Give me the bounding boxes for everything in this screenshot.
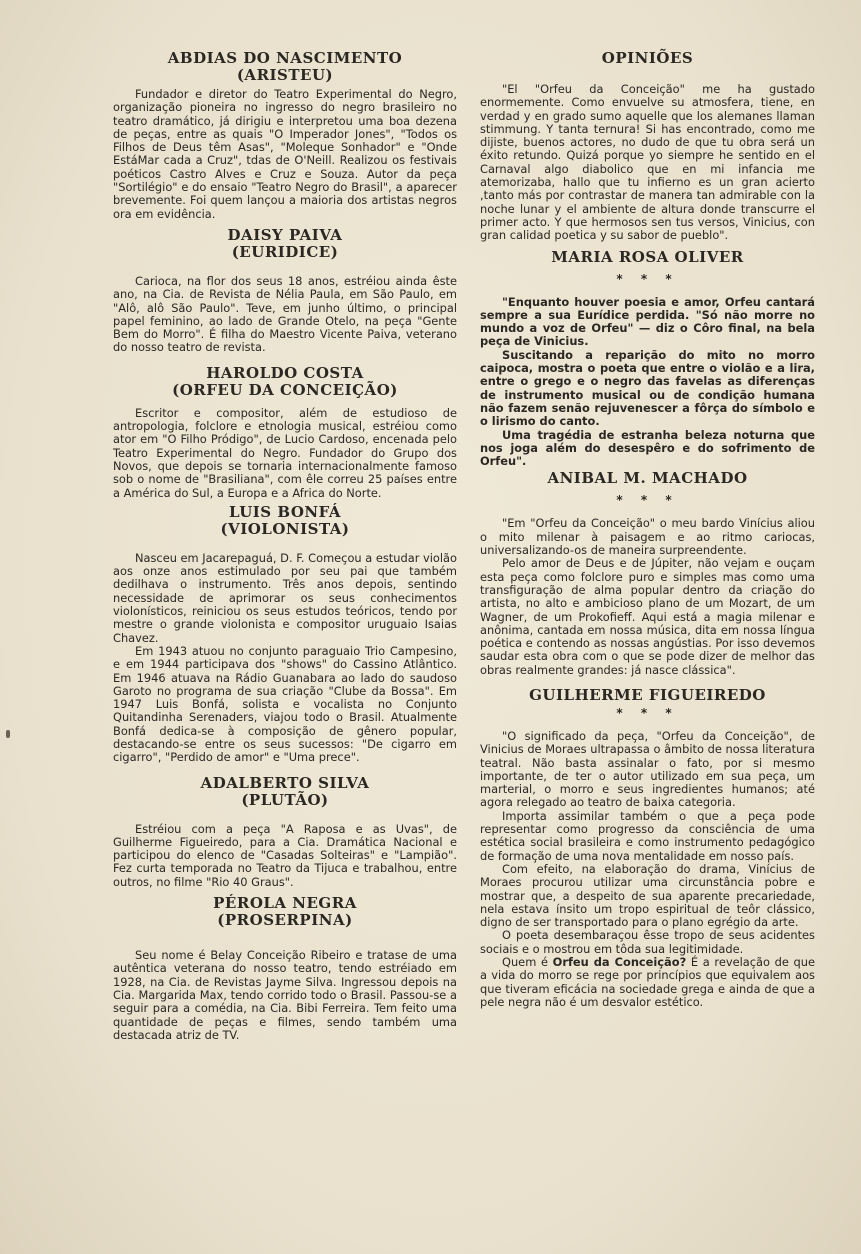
role-haroldo: (ORFEU DA CONCEIÇÃO) [172,380,398,399]
opinion-4-5-b: Orfeu da Conceição? [552,955,687,970]
author-figueiredo: GUILHERME FIGUEIREDO [529,685,766,704]
bio-adalberto: Estréiou com a peça "A Raposa e as Uvas", de Guilherme Figueiredo, para a Cia. Dramática Nacional e participou do elenco de "Casadas Solteiras" e "Lampião". Fez curta temporada no Teatro da Tijuca e trabalhou, entre outros, no filme "Rio 40 Graus". [113,821,457,889]
opinion-4-1: "O significado da peça, "Orfeu da Conceição", de Vinicius de Moraes ultrapassa o âmbito de nossa literatura teatral. Não basta assinalar o fato, por si mesmo importante, de ter o autor utilizado em sua peça, um marterial, o morro e seus ingredientes humanos; até agora relegado ao teatro de baixa categoria. [480,728,815,810]
opinion-4-3: Com efeito, na elaboração do drama, Vinícius de Moraes procurou utilizar uma circunstância pobre e mostrar que, a despeito de sua aparente precariedade, nela estava ínsito um tropo espiritual de teôr clássico, digno de ser transportado para o plano egrégio da arte. [480,861,815,930]
bio-abdias: Fundador e diretor do Teatro Experimental do Negro, organização pioneira no ingresso do negro brasileiro no teatro dramático, já dirigiu e interpretou uma boa dezena de peças, entre as quais "O Imperador Jones", "Todos os Filhos de Deus têm Asas", "Moleque Sonhador" e "Onde EstáMar cada a Cruz", tdas de O'Neill. Realizou os festivais poéticos Castro Alves e Cruz e Souza. Autor da peça "Sortilégio" e do ensaio "Teatro Negro do Brasil", a aparecer brevemente. Foi quem lançou a maioria dos artistas negros ora em evidência. [113,87,457,221]
name-daisy: DAISY PAIVA [227,225,343,244]
separator-stars: * * * [616,493,679,508]
opinion-oliver: "El "Orfeu da Conceição" me ha gustado enormemente. Como envuelve su atmosfera, tiene, en verdad y en grado sumo aquelle que los alemanes llaman stimmung. Y tanta ternura! Si has encontrado, como me dijiste, buenos actores, no dudo de que tu obra será un éxito retundo. Quizá porque yo siempre he sentido en el Carnaval algo diabolico que en mi infancia me atemorizaba, hallo que tu infierno es un gran acierto ,tanto más por contrastar de manera tan admirable con la noche lunar y el ambiente de altura donde transcurre el primer acto. Y que hermosos sen tus versos, Vinicius, con gran calidad poetica y su sabor de pueblo". [480,82,815,243]
opinion-machado-2: Suscitando a reparição do mito no morro caiроса, mostra o poeta que entre o violão e a lira, entre o grego e o negro das favelas as diferenças de instrumento musical ou de condição humana não fazem senão rejuvenescer a fôrça do símbolo e o lirismo do canto. [480,347,815,429]
name-adalberto: ADALBERTO SILVA [200,773,370,792]
binding-mark [6,730,10,738]
name-abdias: ABDIAS DO NASCIMENTO [167,49,403,67]
role-adalberto: (PLUTÃO) [241,790,329,809]
role-daisy: (EURIDICE) [231,242,339,261]
author-oliver: MARIA ROSA OLIVER [551,247,744,266]
role-luis: (VIOLONISTA) [220,519,350,538]
bio-perola: Seu nome é Belay Conceição Ribeiro e tratase de uma autêntica veterana do nosso teatro, tendo estréiado em 1928, na Cia. de Revistas Jayme Silva. Ingressou depois na Cia. Margarida Max, tendo corrido todo o Brasil. Passou-se a seguir para a comédia, na Cia. Bibi Ferreira. Tem feito uma quantidade de peças e filmes, sendo também uma destacada atriz de TV. [113,948,457,1042]
name-luis: LUIS BONFÁ [228,502,342,521]
opinion-4-5 [480,956,815,1009]
bio-daisy: Carioca, na flor dos seus 18 anos, estréiou ainda êste ano, na Cia. de Revista de Nélia Paula, em São Paulo, em "Alô, alô São Paulo". Teve, em junho último, o principal papel feminino, ao lado de Grande Otelo, na peça "Gente Bem do Morro". É filha do Maestro Vicente Paiva, veterano do nosso teatro de revista. [113,273,457,355]
author-machado: ANIBAL M. MACHADO [547,469,748,488]
bio-luis-1: Nasceu em Jacarepaguá, D. F. Começou a estudar violão aos onze anos estimulado por seu pai que também dedilhava o instrumento. Três anos depois, sentindo necessidade de aprimorar os seus conhecimentos violonísticos, reiniciou os seus estudos teóricos, tendo por mestre o grande violonista e compositor uruguaio Isaias Chavez. [113,550,457,645]
opinion-figueiredo-2: Pelo amor de Deus e de Júpiter, não vejam e ouçam esta peça como folclore puro e simples mas como uma transfiguração de alma popular dentro da criação do artista, no alto e ambicioso plano de um Mozart, de um Wagner, de um Prokofieff. Aqui está a magia milenar e anônima, cantada em nossa música, dita em nossa língua poética e contendo as nossas angústias. Por isso devemos saudar esta obra com o que se pode dizer de melhor das obras realmente grandes: já nasce clássica". [480,556,815,677]
name-haroldo: HAROLDO COSTA [206,363,364,382]
left-column [113,50,457,1042]
name-perola: PÉROLA NEGRA [213,894,357,913]
opinions-title: OPINIÕES [601,49,694,67]
opinion-4-2: Importa assimilar também o que a peça pode representar como progresso da consciência de uma estética social brasileira e como instrumento pedagógico de formação de uma nova mentalidade em nosso país. [480,808,815,863]
opinion-4-4: O poeta desembaraçou êsse tropo de seus acidentes sociais e o mostrou em tôda sua legitimidade. [480,928,815,956]
opinion-4-5-c: É a revelação de que a vida do morro se rege por princípios que equivalem aos que tiveram eficácia na sociedade grega e ainda de que a pele negra não é um desvalor estético. [480,955,815,1009]
opinion-machado-3: Uma tragédia de estranha beleza noturna que nos joga além do desespêro e do sofrimento de Orfeu". [480,427,815,469]
role-perola: (PROSERPINA) [217,911,353,930]
role-abdias: (ARISTEU) [236,66,334,84]
separator-stars: * * * [616,705,679,720]
opinion-machado-1: "Enquanto houver poesia e amor, Orfeu cantará sempre a sua Eurídice perdida. "Só não morre no mundo a voz de Orfeu" — diz o Côro final, na bela peça de Vinicius. [480,294,815,349]
right-column [480,50,815,1009]
bio-luis-2: Em 1943 atuou no conjunto paraguaio Trio Campesino, e em 1944 participava dos "shows" do Cassino Atlântico. Em 1946 atuava na Rádio Guanabara ao lado do saudoso Garoto no programa de sua criação "Clube da Bossa". Em 1947 Luis Bonfá, solista e vocalista no Conjunto Quitandinha Serenaders, viajou todo o Brasil. Atualmente Bonfá dedica-se à composição de gênero popular, destacando-se entre os seus sucessos: "De cigarro em cigarro", "Perdido de amor" e "Uma prece". [113,643,457,765]
opinion-4-5-a: Quem é [502,955,553,970]
separator-stars: * * * [616,271,679,286]
bio-haroldo: Escritor e compositor, além de estudioso de antropologia, folclore e etnologia musical, estréiou como ator em "O Filho Pródigo", de Lucio Cardoso, encenada pelo Teatro Experimental do Negro. Fundador do Grupo dos Novos, que depois se tornaria internacionalmente famoso sob o nome de "Brasiliana", com êle correu 25 países entre a América do Sul, a Europa e a Africa do Norte. [113,405,457,500]
opinion-figueiredo-1: "Em "Orfeu da Conceição" o meu bardo Vinícius aliou o mito milenar à paisagem e ao ritmo cariocas, universalizando-os de maneira surpreendente. [480,516,815,558]
